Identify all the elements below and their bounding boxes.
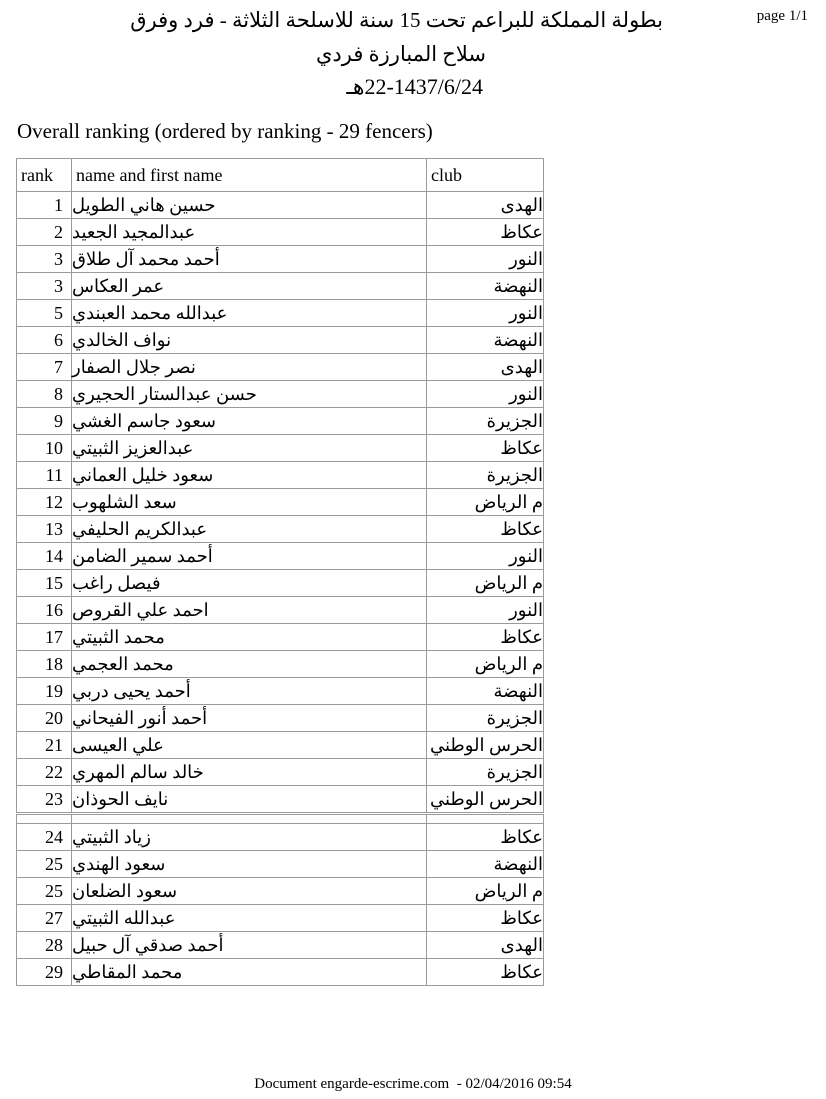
fencer-name: حسين هاني الطويل: [72, 195, 216, 215]
rank-cell: 1: [17, 192, 72, 219]
fencer-name: علي العيسى: [72, 735, 164, 755]
rank-cell: 22: [17, 759, 72, 786]
club-cell: عكاظ: [427, 624, 544, 651]
name-cell: [72, 327, 427, 354]
rank-cell: 20: [17, 705, 72, 732]
name-cell: [72, 678, 427, 705]
table-row: [17, 516, 544, 543]
name-cell: [72, 543, 427, 570]
rank-cell: 13: [17, 516, 72, 543]
ranking-separator: [17, 814, 544, 824]
name-cell: [72, 219, 427, 246]
fencer-name: سعود الهندي: [72, 854, 166, 874]
table-row: [17, 435, 544, 462]
ranking-table: [16, 158, 544, 986]
name-cell: [72, 408, 427, 435]
document-footer: Document engarde-escrime.com - 02/04/2016 09:54: [254, 1076, 572, 1092]
fencer-name: احمد علي القروص: [72, 600, 209, 620]
name-cell: [72, 759, 427, 786]
table-row: [17, 905, 544, 932]
fencer-name: أحمد سمير الضامن: [72, 546, 213, 566]
table-row: [17, 192, 544, 219]
fencer-name: خالد سالم المهري: [72, 762, 204, 782]
name-cell: [72, 462, 427, 489]
fencer-name: نواف الخالدي: [72, 330, 172, 350]
rank-cell: 8: [17, 381, 72, 408]
name-cell: [72, 824, 427, 851]
rank-cell: 21: [17, 732, 72, 759]
fencer-name: سعود الضلعان: [72, 881, 178, 901]
fencer-name: عبدالله الثبيتي: [72, 908, 176, 928]
table-header-row: [17, 159, 544, 192]
table-row: [17, 651, 544, 678]
fencer-name: عبدالعزيز الثبيتي: [72, 438, 194, 458]
club-cell: عكاظ: [427, 824, 544, 851]
table-row: [17, 824, 544, 851]
table-row: [17, 462, 544, 489]
table-row: [17, 851, 544, 878]
rank-cell: 16: [17, 597, 72, 624]
rank-cell: 15: [17, 570, 72, 597]
column-header-rank: rank: [17, 159, 72, 192]
table-row: [17, 408, 544, 435]
club-cell: عكاظ: [427, 905, 544, 932]
name-cell: [72, 435, 427, 462]
table-row: [17, 732, 544, 759]
rank-cell: 12: [17, 489, 72, 516]
club-cell: عكاظ: [427, 516, 544, 543]
name-cell: [72, 732, 427, 759]
rank-cell: 18: [17, 651, 72, 678]
club-cell: النهضة: [427, 327, 544, 354]
fencer-name: عبدالله محمد العبندي: [72, 303, 228, 323]
club-cell: الجزيرة: [427, 705, 544, 732]
fencer-name: أحمد صدقي آل حبيل: [72, 935, 224, 955]
name-cell: [72, 624, 427, 651]
fencer-name: سعود خليل العماني: [72, 465, 214, 485]
rank-cell: 2: [17, 219, 72, 246]
table-row: [17, 678, 544, 705]
rank-cell: 9: [17, 408, 72, 435]
column-header-club: club: [427, 159, 544, 192]
rank-cell: 3: [17, 273, 72, 300]
name-cell: [72, 651, 427, 678]
table-row: [17, 354, 544, 381]
table-row: [17, 878, 544, 905]
separator-cell: [72, 814, 427, 824]
rank-cell: 7: [17, 354, 72, 381]
fencer-name: محمد العجمي: [72, 654, 174, 674]
table-row: [17, 597, 544, 624]
rank-cell: 25: [17, 851, 72, 878]
fencer-name: محمد المقاطي: [72, 962, 183, 982]
name-cell: [72, 489, 427, 516]
club-cell: عكاظ: [427, 435, 544, 462]
rank-cell: 25: [17, 878, 72, 905]
club-cell: عكاظ: [427, 219, 544, 246]
name-cell: [72, 246, 427, 273]
club-cell: الهدى: [427, 192, 544, 219]
name-cell: [72, 959, 427, 986]
table-row: [17, 246, 544, 273]
name-cell: [72, 381, 427, 408]
ranking-rows-top: [17, 192, 544, 814]
table-row: [17, 273, 544, 300]
table-row: [17, 705, 544, 732]
name-cell: [72, 570, 427, 597]
club-cell: م الرياض: [427, 570, 544, 597]
fencer-name: محمد الثبيتي: [72, 627, 165, 647]
club-cell: م الرياض: [427, 489, 544, 516]
club-cell: م الرياض: [427, 651, 544, 678]
fencer-name: أحمد محمد آل طلاق: [72, 249, 220, 269]
rank-cell: 10: [17, 435, 72, 462]
column-header-name: name and first name: [72, 159, 427, 192]
club-cell: النور: [427, 543, 544, 570]
club-cell: الهدى: [427, 354, 544, 381]
rank-cell: 29: [17, 959, 72, 986]
ranking-subtitle: Overall ranking (ordered by ranking - 29 fencers): [17, 119, 433, 143]
club-cell: النور: [427, 246, 544, 273]
club-cell: الحرس الوطني: [427, 732, 544, 759]
name-cell: [72, 516, 427, 543]
table-row: [17, 489, 544, 516]
name-cell: [72, 878, 427, 905]
club-cell: النور: [427, 597, 544, 624]
table-row: [17, 932, 544, 959]
separator-row: [17, 814, 544, 824]
table-row: [17, 219, 544, 246]
club-cell: عكاظ: [427, 959, 544, 986]
name-cell: [72, 932, 427, 959]
club-cell: الجزيرة: [427, 462, 544, 489]
weapon-title: سلاح المبارزة فردي: [316, 42, 486, 66]
rank-cell: 24: [17, 824, 72, 851]
page-number: page 1/1: [756, 8, 808, 24]
fencer-name: سعود جاسم الغشي: [72, 411, 216, 431]
ranking-rows-bottom: [17, 824, 544, 986]
fencer-name: حسن عبدالستار الحجيري: [72, 384, 257, 404]
name-cell: [72, 597, 427, 624]
rank-cell: 11: [17, 462, 72, 489]
rank-cell: 5: [17, 300, 72, 327]
rank-cell: 23: [17, 786, 72, 814]
club-cell: الحرس الوطني: [427, 786, 544, 814]
club-cell: الجزيرة: [427, 759, 544, 786]
table-row: [17, 327, 544, 354]
name-cell: [72, 354, 427, 381]
fencer-name: سعد الشلهوب: [72, 492, 177, 512]
event-date: 22-1437/6/24هـ: [346, 74, 483, 99]
name-cell: [72, 192, 427, 219]
name-cell: [72, 273, 427, 300]
name-cell: [72, 705, 427, 732]
club-cell: الجزيرة: [427, 408, 544, 435]
fencer-name: نايف الحوذان: [72, 789, 169, 809]
separator-cell: [427, 814, 544, 824]
rank-cell: 6: [17, 327, 72, 354]
separator-cell: [17, 814, 72, 824]
fencer-name: عبدالكريم الحليفي: [72, 519, 208, 539]
table-row: [17, 300, 544, 327]
club-cell: الهدى: [427, 932, 544, 959]
table-row: [17, 570, 544, 597]
table-row: [17, 381, 544, 408]
table-row: [17, 959, 544, 986]
fencer-name: عمر العكاس: [72, 276, 165, 296]
rank-cell: 27: [17, 905, 72, 932]
table-row: [17, 543, 544, 570]
rank-cell: 19: [17, 678, 72, 705]
table-row: [17, 786, 544, 814]
table-row: [17, 624, 544, 651]
fencer-name: أحمد أنور الفيحاني: [72, 708, 208, 728]
table-row: [17, 759, 544, 786]
club-cell: النهضة: [427, 273, 544, 300]
rank-cell: 28: [17, 932, 72, 959]
championship-title: بطولة المملكة للبراعم تحت 15 سنة للاسلحة الثلاثة - فرد وفرق: [130, 8, 663, 32]
name-cell: [72, 851, 427, 878]
rank-cell: 14: [17, 543, 72, 570]
name-cell: [72, 786, 427, 814]
name-cell: [72, 300, 427, 327]
club-cell: النهضة: [427, 678, 544, 705]
fencer-name: أحمد يحيى دربي: [72, 681, 191, 701]
fencer-name: فيصل راغب: [72, 573, 161, 593]
club-cell: النهضة: [427, 851, 544, 878]
name-cell: [72, 905, 427, 932]
fencer-name: عبدالمجيد الجعيد: [72, 222, 196, 242]
club-cell: م الرياض: [427, 878, 544, 905]
rank-cell: 3: [17, 246, 72, 273]
fencer-name: نصر جلال الصفار: [72, 357, 196, 377]
rank-cell: 17: [17, 624, 72, 651]
club-cell: النور: [427, 300, 544, 327]
club-cell: النور: [427, 381, 544, 408]
fencer-name: زياد الثبيتي: [72, 827, 151, 847]
